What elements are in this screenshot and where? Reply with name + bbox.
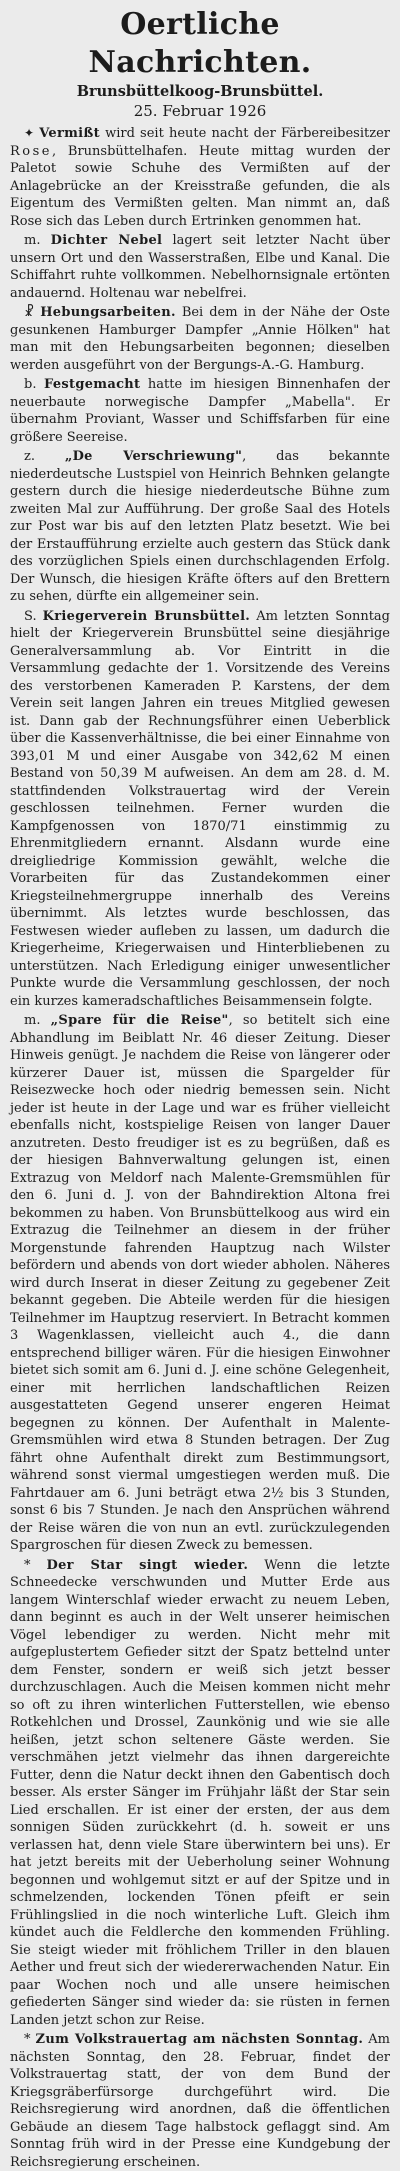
article-prefix: b.: [24, 377, 37, 392]
article-volkstrauertag: [10, 2031, 390, 2171]
article-prefix: *: [24, 2032, 31, 2047]
article-body: , Brunsbüttelhafen. Heute mittag wurden der Paletot sowie Schuhe des Vermißten auf der Anlagebrücke an der Kreisstraße gefunden, die als Eigentum des Vermißten gelten. Man nimmt an, daß Rose sich das Leben durch Ertrinken genommen hat.: [10, 143, 390, 229]
article-body: Am nächsten Sonntag, den 28. Februar, findet der Volkstrauertag statt, der von dem Bund der Kriegsgräberfürsorge durchgeführt wird. Die Reichsregierung wird anordnen, daß die öffentlichen Gebäude an diesem Tage halbstock geflaggt sind. Am Sonntag früh wird in der Presse eine Kundgebung der Reichsregierung erscheinen.: [10, 2032, 391, 2170]
article-kicker: Dichter Nebel: [50, 233, 163, 248]
article-star: [10, 1557, 390, 2030]
article-vermisst: [10, 125, 390, 230]
article-kicker: „Spare für die Reise": [50, 1013, 229, 1028]
section-title: Oertliche Nachrichten.: [88, 7, 312, 80]
article-body: , so betitelt sich eine Abhandlung im Beiblatt Nr. 46 dieser Zeitung. Dieser Hinweis genügt. Je nachdem die Reise von längerer oder kürzerer Dauer ist, müssen die Spargelder für Reisezwecke hoch oder niedrig bemessen sein. Nicht jeder ist heute in der Lage und war es früher vielleicht ebenfalls nicht, kostspielige Reisen von langer Dauer anzutreten. Desto freudiger ist es zu begrüßen, daß es der hiesigen Bahnverwaltung gelungen ist, einen Extrazug von Meldorf nach Malente-Gremsmühlen für den 6. Juni d. J. von der Bahndirektion Altona frei bekommen zu haben. Von Brunsbüttelkoog aus wird ein Extrazug die Teilnehmer an diesem in der früher Morgenstunde fahrenden Hauptzug nach Wilster befördern und abends von dort wieder abholen. Näheres wird durch Inserat in dieser Zeitung zu gegebener Zeit bekannt gegeben. Die Abteile werden für die hiesigen Teilnehmer im Hauptzug reserviert. In Betracht kommen 3 Wagenklassen, vielleicht auch 4., die dann entsprechend billiger wären. Für die hiesigen Einwohner bietet sich somit am 6. Juni d. J. eine schöne Gelegenheit, einer mit herrlichen landschaftlichen Reizen ausgestatteten Gegend unserer engeren Heimat begegnen zu können. Der Aufenthalt in Malente-Gremsmühlen wird etwa 8 Stunden betragen. Der Zug fährt ohne Aufenthalt direkt zum Bestimmungsort, während sonst viermal umgestiegen werden muß. Die Fahrtdauer am 6. Juni beträgt etwa 2½ bis 3 Stunden, sonst 6 bis 7 Stunden. Je nach den Ansprüchen während der Reise wären die von nun an evtl. zurückzulegenden Spargroschen für diesen Zweck zu bemessen.: [10, 1013, 390, 1553]
article-kicker: Kriegerverein Brunsbüttel.: [42, 608, 251, 624]
article-body: Am letzten Sonntag hielt der Kriegerverein Brunsbüttel seine diesjährige Generalversammlung ab. Vor Eintritt in die Versammlung gedachte der 1. Vorsitzende des Vereins des verstorbenen Kameraden P. Karstens, der dem Verein seit langen Jahren ein treues Mitglied gewesen ist. Dann gab der Rechnungsführer einen Ueberblick über die Kassenverhältnisse, die bei einer Einnahme von 393,01 M und einer Ausgabe von 342,62 M einen Bestand von 50,39 M aufweisen. An dem am 28. d. M. stattfindenden Volkstrauertag wird der Verein geschlossen teilnehmen. Ferner wurden die Kampfgenossen von 1870/71 einstimmig zu Ehrenmitgliedern ernannt. Alsdann wurde eine dreigliedrige Kommission gewählt, welche die Vorarbeiten für das Zustandekommen einer Kriegsteilnehmergruppe innerhalb des Vereins übernimmt. Als letztes wurde beschlossen, das Festwesen wieder aufleben zu lassen, um dadurch die Kriegerheime, Kriegerwaisen und Hinterbliebenen zu unterstützen. Nach Erledigung einiger unwesentlicher Punkte wurde die Versammlung geschlossen, der noch ein kurzes kameradschaftliches Beisammensein folgte.: [10, 608, 390, 1009]
article-body: hatte im hiesigen Binnenhafen der neuerbaute norwegische Dampfer „Mabella". Er übernahm Proviant, Wasser und Schiffsfarben für eine größere Seereise.: [10, 377, 390, 445]
article-body: Wenn die letzte Schneedecke verschwunden und Mutter Erde aus langem Winterschlaf wieder erwacht zu neuem Leben, dann beginnt es auch in der Welt unserer heimischen Vögel lebendiger zu werden. Nicht mehr mit aufgeplustertem Gefieder sitzt der Spatz bettelnd unter dem Fenster, sondern er weiß sich jetzt besser durchzuschlagen. Auch die Meisen kommen nicht mehr so oft zu ihren winterlichen Futterstellen, wie ebenso Rotkehlchen und Drossel, Zaunkönig und wie sie alle heißen, jetzt schon seltenere Gäste werden. Sie verschmähen jetzt vielmehr das ihnen dargereichte Futter, denn die Natur deckt ihnen den Gabentisch doch besser. Als erster Sänger im Frühjahr läßt der Star sein Lied erschallen. Er ist einer der ersten, der aus dem sonnigen Süden zurückkehrt (d. h. soweit er uns verlassen hat, denn viele Stare überwintern bei uns). Er hat jetzt bereits mit der Ueberholung seiner Wohnung begonnen und wohlgemut sitzt er auf der Spitze und in schmelzenden, lockenden Tönen pfeift er sein Frühlingslied in die noch winterliche Luft. Gleich ihm kündet auch die Feldlerche den kommenden Frühling. Sie steigt wieder mit fröhlichem Triller in den blauen Aether und freut sich der wiedererwachenden Natur. Ein paar Wochen noch und alle unsere heimischen gefiederten Sänger sind wieder da: sie rüsten in fernen Landen jetzt schon zur Reise.: [10, 1557, 391, 2028]
article-body: wird seit heute nacht der Färbereibesitzer: [99, 126, 390, 141]
article-nebel: [10, 232, 390, 302]
date-line: 25. Februar 1926: [133, 102, 267, 120]
article-body: Bei dem in der Nähe der Oste gesunkenen Hamburger Dampfer „Annie Hölken" hat man mit den Hebungsarbeiten begonnen; dieselben werden ausgeführt von der Bergungs-A.-G. Hamburg.: [10, 305, 390, 373]
article-kriegerverein: [10, 608, 390, 1011]
article-kicker: Vermißt: [39, 126, 100, 141]
article-kicker: Hebungsarbeiten.: [40, 305, 176, 320]
news-column: [10, 125, 390, 2171]
article-body: lagert seit letzter Nacht über unsern Ort und den Wasserstraßen, Elbe und Kanal. Die Schiffahrt ruhte vollkommen. Nebelhornsignale ertönten andauernd. Holtenau war nebelfrei.: [10, 233, 390, 301]
newspaper-page: [10, 0, 390, 2171]
article-kicker: Festgemacht: [44, 377, 141, 392]
person-name: Rose: [10, 143, 52, 159]
article-prefix: m.: [24, 1013, 41, 1028]
article-kicker: Der Star singt wieder.: [46, 1557, 249, 1573]
article-festgemacht: [10, 376, 390, 446]
article-kicker: Zum Volkstrauertag am nächsten Sonntag.: [35, 2032, 364, 2047]
article-hebung: [10, 304, 390, 374]
article-body: , das bekannte niederdeutsche Lustspiel von Heinrich Behnken gelangte gestern durch die hiesige niederdeutsche Bühne zum zweiten Mal zur Aufführung. Der große Saal des Hotels zur Post war bis auf den letzten Platz besetzt. Wie bei der Erstaufführung erzielte auch gestern das Stück dank des vorzüglichen Spiels einen durchschlagenden Erfolg. Der Wunsch, die hiesigen Kräfte öfters auf den Brettern zu sehen, dürfte ein allgemeiner sein.: [10, 449, 390, 604]
article-prefix: S.: [24, 608, 37, 624]
article-spare-reise: [10, 1012, 390, 1555]
article-prefix: z.: [24, 449, 35, 464]
masthead: [10, 6, 390, 121]
article-prefix: ☧: [24, 305, 35, 320]
place-heading: Brunsbüttelkoog-Brunsbüttel.: [76, 83, 324, 100]
article-prefix: m.: [24, 233, 41, 248]
article-verschriewung: [10, 448, 390, 606]
article-prefix: *: [24, 1557, 31, 1573]
article-kicker: „De Verschriewung": [64, 449, 243, 464]
ornament-icon: ✦: [24, 126, 35, 140]
